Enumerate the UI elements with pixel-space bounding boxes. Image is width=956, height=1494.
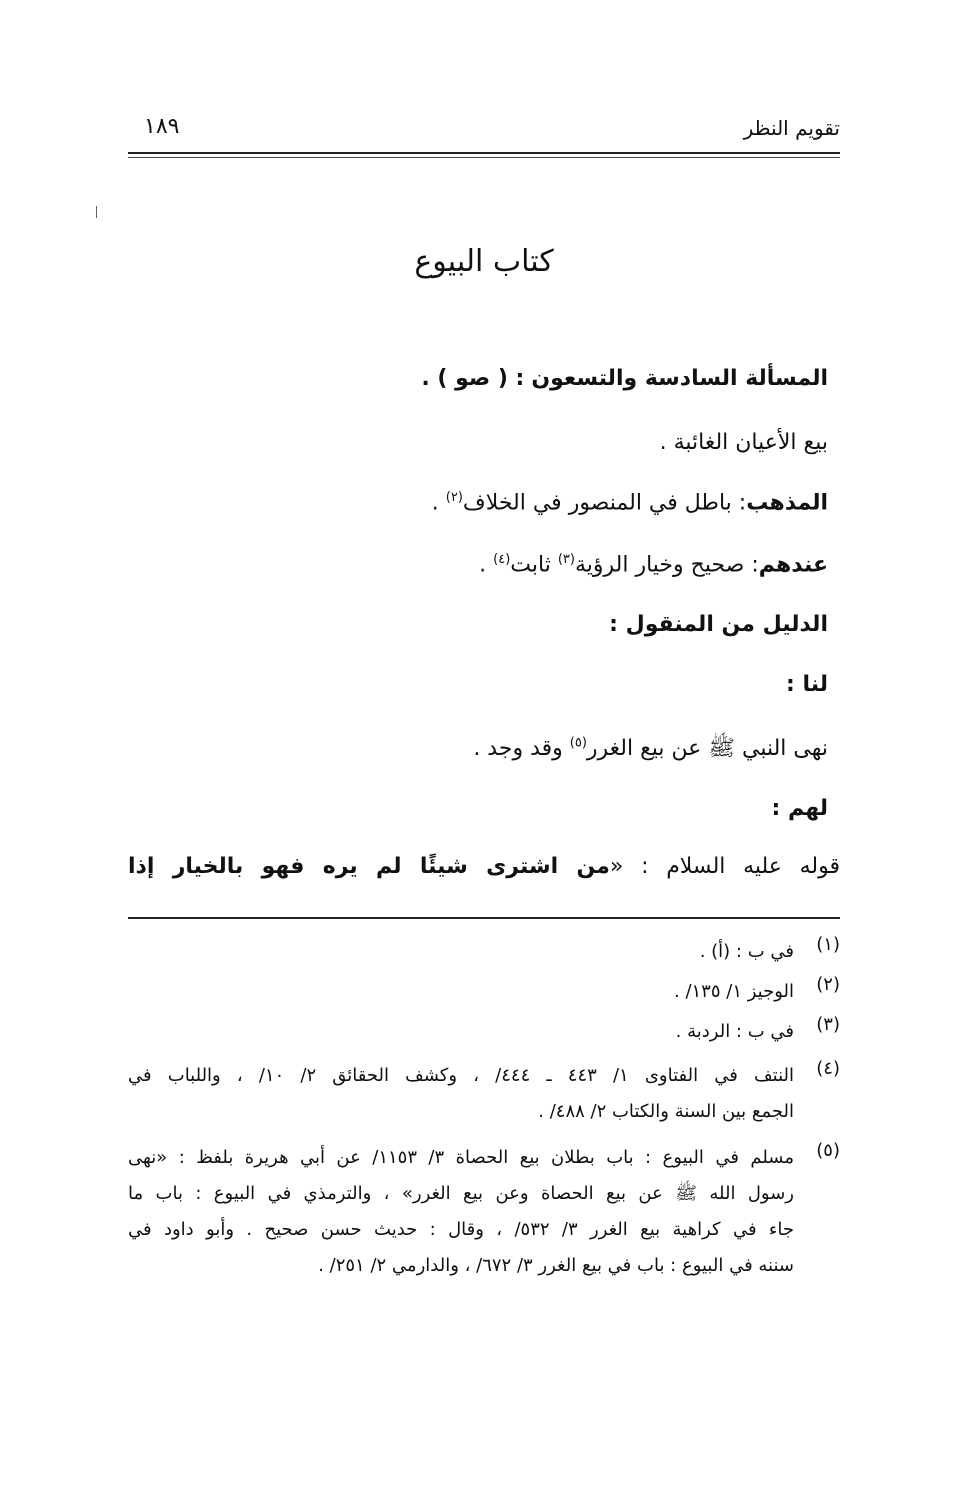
indahum-text-1: : صحيح وخيار الرؤية <box>574 552 759 578</box>
footnote-number: (١) <box>816 934 840 955</box>
indahum-line <box>128 552 828 577</box>
footnote-line: جاء في كراهية بيع الغرر ٣/ ٥٣٢/ ، وقال : حديث حسن صحيح . وأبو داود في <box>128 1219 794 1240</box>
indahum-end: . <box>479 552 494 578</box>
madhab-label: المذهب <box>746 490 828 516</box>
page-number: ١٨٩ <box>144 114 180 139</box>
footnote-number: (٣) <box>816 1014 840 1035</box>
footnote-line: سننه في البيوع : باب في بيع الغرر ٣/ ٦٧٢/ ، والدارمي ٢/ ٢٥١/ . <box>318 1255 794 1276</box>
issue-line <box>128 366 828 391</box>
running-header <box>128 112 840 146</box>
madhab-end: . <box>431 490 446 516</box>
margin-mark <box>96 206 97 218</box>
madhab-text: : باطل في المنصور في الخلاف <box>462 490 747 516</box>
subject-line: بيع الأعيان الغائبة . <box>659 430 828 455</box>
footnote-ref[interactable]: (٣) <box>557 552 575 567</box>
footnote-ref[interactable]: (٤) <box>493 552 511 567</box>
footnote-line: في ب : (أ) . <box>699 941 794 962</box>
footnote-line: في ب : الردبة . <box>675 1021 794 1042</box>
lahum-text-2: من اشترى شيئًا لم يره فهو بالخيار إذا <box>128 854 610 879</box>
lana-text-1: نهى النبي ﷺ عن بيع الغرر <box>586 736 828 761</box>
lahum-heading: لهم : <box>771 796 828 821</box>
indahum-label: عندهم <box>758 552 828 578</box>
footnote-number: (٢) <box>816 974 840 995</box>
header-rule-thin <box>128 157 840 158</box>
footnote-line: الجمع بين السنة والكتاب ٢/ ٤٨٨/ . <box>538 1101 794 1122</box>
footnote-ref[interactable]: (٥) <box>569 735 587 751</box>
indahum-text-2: ثابت <box>510 552 558 578</box>
footnote-line: رسول الله ﷺ عن بيع الحصاة وعن بيع الغرر» ، والترمذي في البيوع : باب ما <box>128 1183 794 1204</box>
lana-text-2: وقد وجد . <box>473 736 570 761</box>
chapter-title: كتاب البيوع <box>414 244 554 279</box>
issue-code: : ( صو ) . <box>421 366 525 391</box>
footnote-number: (٤) <box>816 1058 840 1079</box>
lana-heading: لنا : <box>786 672 828 697</box>
lahum-line <box>128 854 840 879</box>
issue-label: المسألة السادسة والتسعون <box>531 366 828 391</box>
footnote-line: الوجيز ١/ ١٣٥/ . <box>674 981 794 1002</box>
evidence-heading: الدليل من المنقول : <box>609 612 828 637</box>
madhab-line <box>128 490 828 515</box>
lahum-text-1: قوله عليه السلام : « <box>609 854 840 879</box>
running-title: تقويم النظر <box>743 116 840 140</box>
header-rule <box>128 152 840 154</box>
footnote-line: النتف في الفتاوى ١/ ٤٤٣ ـ ٤٤٤/ ، وكشف الحقائق ٢/ ١٠/ ، واللباب في <box>128 1065 794 1086</box>
footnote-line: مسلم في البيوع : باب بطلان بيع الحصاة ٣/ ١١٥٣/ عن أبي هريرة بلفظ : «نهى <box>128 1147 794 1168</box>
footnote-ref[interactable]: (٢) <box>445 490 463 505</box>
footnote-rule <box>128 917 840 919</box>
footnote-number: (٥) <box>816 1140 840 1161</box>
lana-line <box>128 734 828 766</box>
